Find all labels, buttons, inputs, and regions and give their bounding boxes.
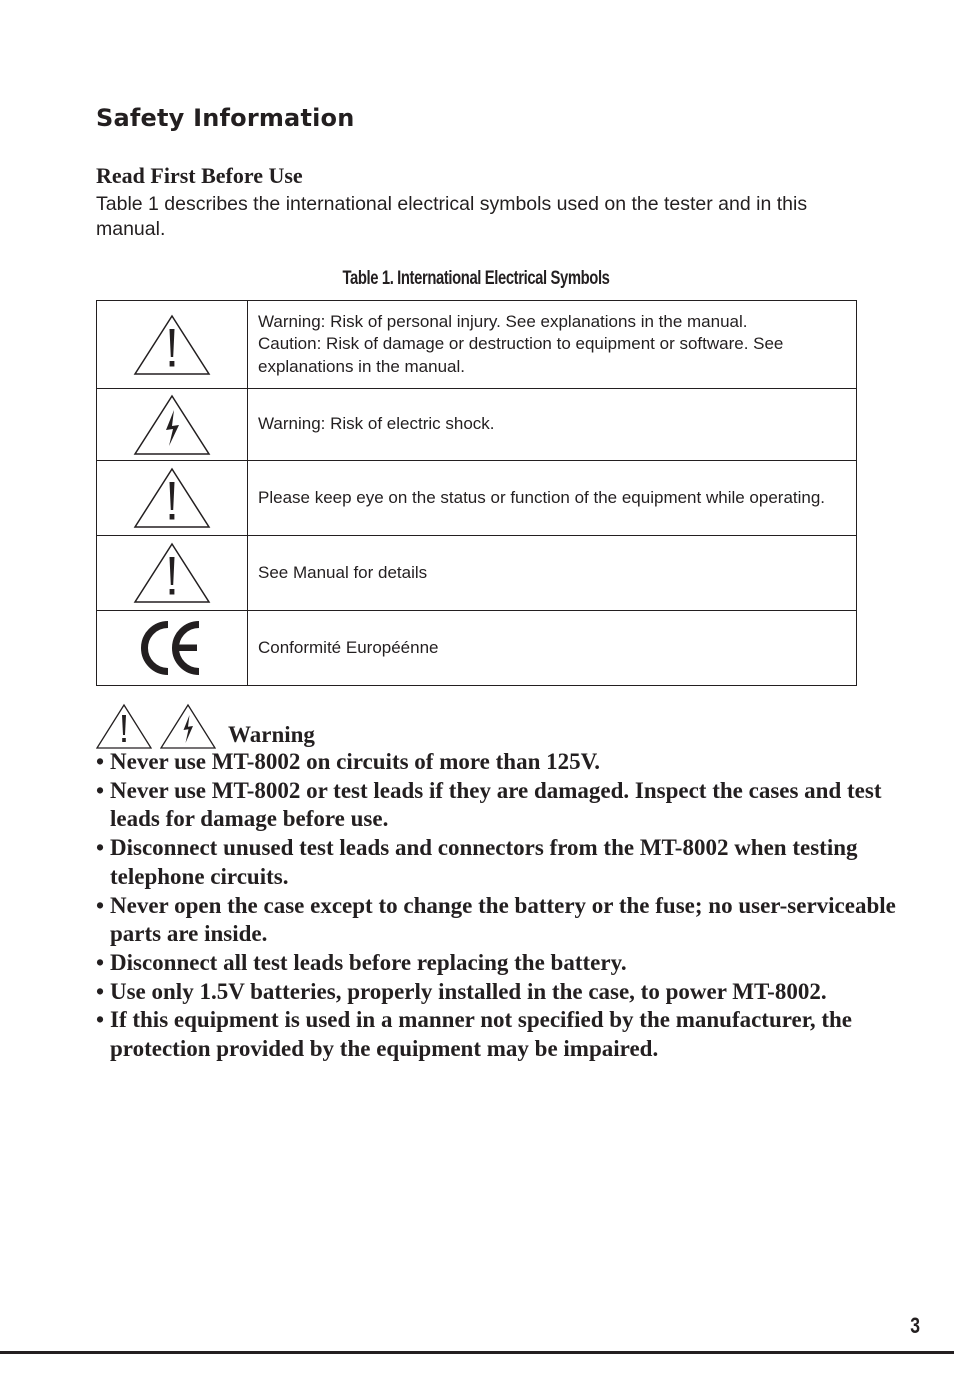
list-item — [96, 978, 896, 1007]
warning-list — [96, 748, 896, 1064]
table-row — [97, 389, 857, 461]
bullet: • — [96, 1007, 105, 1033]
symbol-cell — [97, 611, 248, 686]
table-row — [97, 536, 857, 611]
list-item-text: Never use MT-8002 on circuits of more than 125V. — [110, 749, 601, 774]
bullet: • — [96, 978, 105, 1004]
description-text: Warning: Risk of electric shock. — [258, 414, 495, 434]
intro-paragraph: Table 1 describes the international electrical symbols used on the tester and in this manual. — [96, 193, 808, 240]
symbol-cell — [97, 536, 248, 611]
warning-title: Warning — [228, 722, 315, 747]
list-item — [96, 777, 896, 834]
warning-heading — [96, 703, 315, 749]
symbol-cell — [97, 301, 248, 389]
caution-triangle-icon — [97, 313, 247, 377]
list-item-text: Never open the case except to change the battery or the fuse; no user-serviceable parts are inside. — [110, 892, 896, 947]
caution-triangle-icon — [97, 541, 247, 605]
section-subheading: Read First Before Use — [96, 163, 303, 188]
description-cell — [248, 389, 857, 461]
bullet: • — [96, 777, 105, 803]
list-item — [96, 748, 896, 777]
page-number: 3 — [909, 1313, 920, 1338]
table-caption: Table 1. International Electrical Symbols — [342, 268, 610, 289]
bullet: • — [96, 835, 105, 861]
description-text: Please keep eye on the status or function of the equipment while operating. — [258, 487, 826, 507]
description-text: Caution: Risk of damage or destruction to equipment or software. See explanations in the manual. — [258, 334, 784, 376]
electric-shock-triangle-icon — [97, 393, 247, 457]
description-cell — [248, 301, 857, 389]
symbol-cell — [97, 461, 248, 536]
bottom-rule — [0, 1351, 954, 1354]
list-item — [96, 1006, 896, 1063]
bullet: • — [96, 892, 105, 918]
description-text: Warning: Risk of personal injury. See explanations in the manual. — [258, 311, 748, 331]
symbol-cell — [97, 389, 248, 461]
table-row — [97, 301, 857, 389]
bullet: • — [96, 749, 105, 774]
description-cell — [248, 611, 857, 686]
list-item — [96, 834, 896, 891]
bullet: • — [96, 949, 105, 975]
list-item — [96, 892, 896, 949]
ce-mark-icon — [97, 619, 247, 677]
description-text: See Manual for details — [258, 562, 428, 582]
page-title: Safety Information — [96, 104, 355, 132]
list-item-text: Disconnect all test leads before replacing the battery. — [110, 949, 627, 975]
list-item-text: Disconnect unused test leads and connectors from the MT-8002 when testing telephone circuits. — [110, 835, 858, 889]
list-item-text: If this equipment is used in a manner not specified by the manufacturer, the protection provided by the equipment may be impaired. — [110, 1007, 853, 1062]
list-item-text: Use only 1.5V batteries, properly installed in the case, to power MT-8002. — [110, 978, 827, 1004]
electric-shock-triangle-icon — [160, 703, 224, 749]
caution-triangle-icon — [96, 703, 160, 749]
table-row — [97, 611, 857, 686]
description-text: Conformité Européénne — [258, 637, 439, 657]
symbols-table — [96, 300, 857, 686]
description-cell — [248, 536, 857, 611]
caution-triangle-icon — [97, 466, 247, 530]
list-item-text: Never use MT-8002 or test leads if they are damaged. Inspect the cases and test leads for damage before use. — [110, 777, 882, 832]
list-item — [96, 949, 896, 978]
description-cell — [248, 461, 857, 536]
table-row — [97, 461, 857, 536]
